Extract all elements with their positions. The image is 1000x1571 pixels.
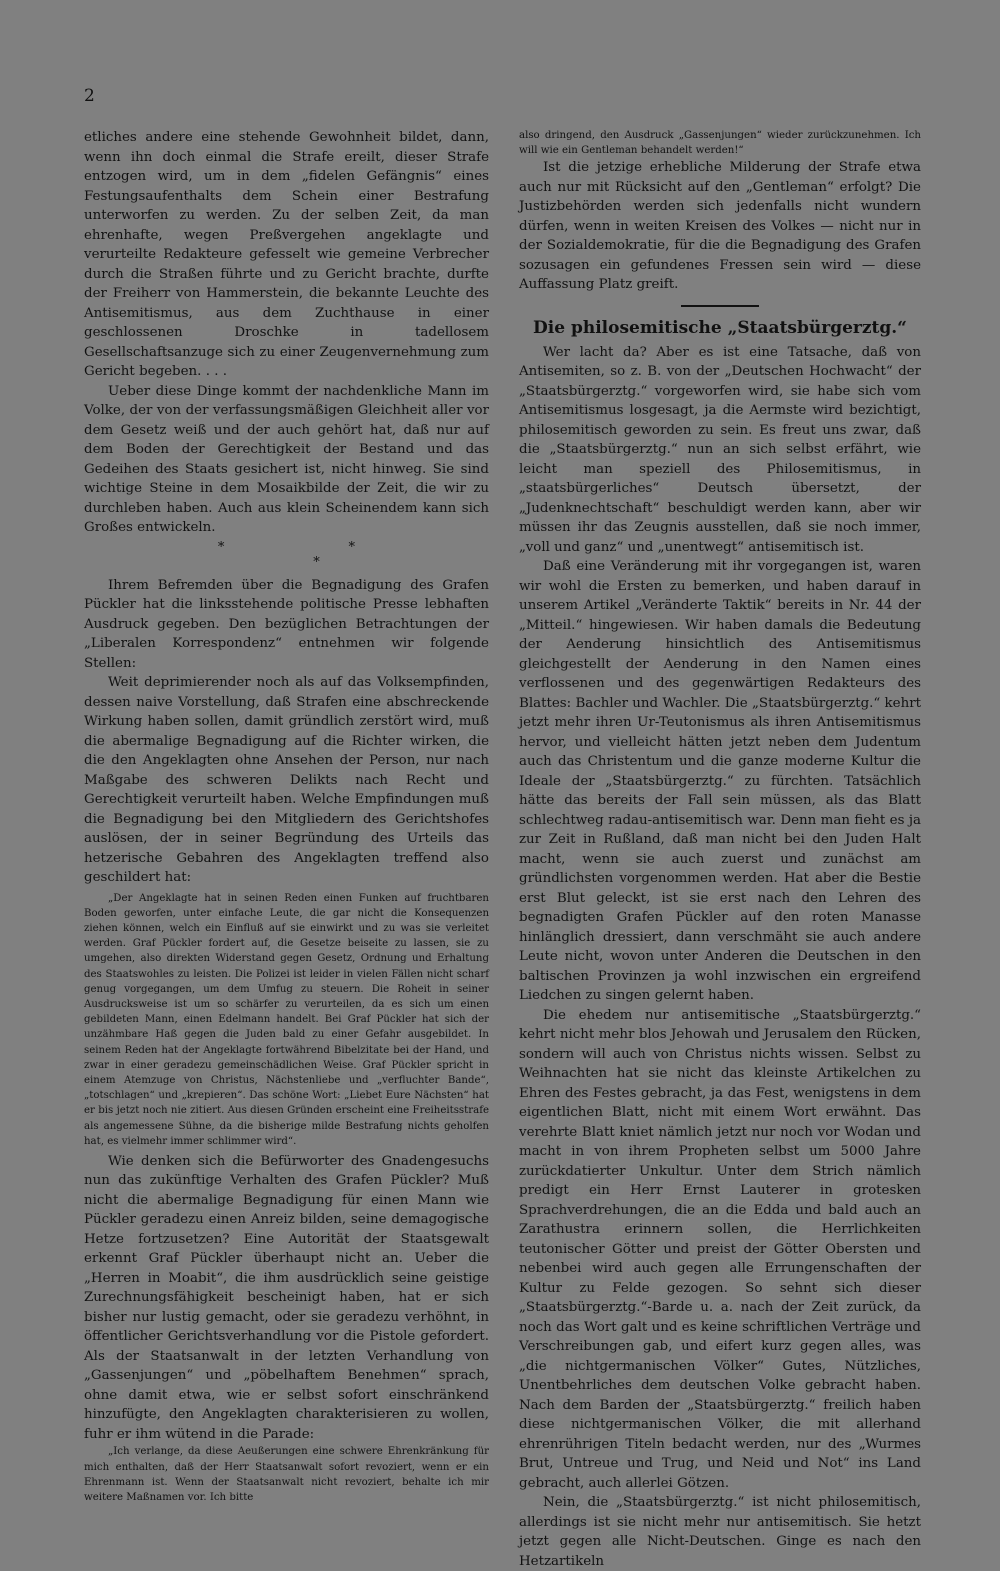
left-column: [84, 128, 489, 1504]
paragraph: Wer lacht da? Aber es ist eine Tatsache, daß von Antisemiten, so z. B. von der „Deutschen Hochwacht“ der „Staatsbürgerztg.“ vorgeworfen wird, sie habe sich vom Antisemitismus losgesagt, ja die Aermste wird bezichtigt, philosemitisch geworden zu sein. Es freut uns zwar, daß die „Staatsbürgerztg.“ nun an sich selbst erfährt, wie leicht man speziell des Philosemitismus, in „staatsbürgerliches“ Deutsch übersetzt, der „Judenknechtschaft“ beschuldigt werden kann, aber wir müssen ihr das Zeugnis ausstellen, daß sie noch immer, „voll und ganz“ und „unentwegt“ antisemitisch ist.: [519, 344, 921, 555]
paragraph: Ihrem Befremden über die Begnadigung des Grafen Pückler hat die linksstehende politische Presse lebhaften Ausdruck gegeben. Den bezüglichen Betrachtungen der „Liberalen Korrespondenz“ entnehmen wir folgende Stellen:: [84, 577, 489, 671]
article-heading: Die philosemitische „Staatsbürgerztg.“: [533, 317, 907, 338]
paragraph: Weit deprimierender noch als auf das Volksempfinden, dessen naive Vorstellung, daß Strafen eine abschreckende Wirkung haben sollen, damit gründlich zerstört wird, muß die abermalige Begnadigung auf die Richter wirken, die die den Angeklagten ohne Ansehen der Person, nur nach Maßgabe des schweren Delikts nach Recht und Gerechtigkeit verurteilt haben. Welche Empfindungen muß die Begnadigung bei den Mitgliedern des Gerichtshofes auslösen, der in seiner Begründung des Urteils das hetzerische Gebahren des Angeklagten treffend also geschildert hat:: [84, 675, 489, 885]
paragraph: etliches andere eine stehende Gewohnheit bildet, dann, wenn ihn doch einmal die Strafe ereilt, dieser Strafe entzogen wird, um in dem „fidelen Gefängnis“ eines Festungsaufenthalts dem Schein einer Bestrafung unterworfen zu werden. Zu der selben Zeit, da man ehrenhafte, wegen Preßvergehen angeklagte und verurteilte Redakteure gefesselt wie gemeine Verbrecher durch die Straßen führte und zu Gericht brachte, durfte der Freiherr von Hammerstein, die bekannte Leuchte des Antisemitismus, aus dem Zuchthause in einer geschlossenen Droschke in tadellosem Gesellschaftsanzuge sich zu einer Zeugenvernehmung zum Gericht begeben. . . .: [84, 130, 489, 379]
prosecutor-quote: „Ich verlange, da diese Aeußerungen eine schwere Ehrenkränkung für mich enthalten, daß der Herr Staatsanwalt sofort revoziert, wenn er ein Ehrenmann ist. Wenn der Staatsanwalt nicht revoziert, behalte ich mir weitere Maßnamen vor. Ich bitte: [84, 1446, 489, 1504]
right-column: [519, 128, 921, 1569]
paragraph: Nein, die „Staatsbürgerztg.“ ist nicht philosemitisch, allerdings ist sie nicht mehr nur antisemitisch. Sie hetzt jetzt gegen alle Nicht-Deutschen. Ginge es nach den Hetzartikeln: [519, 1495, 921, 1569]
stars-mid: *: [313, 554, 320, 570]
paragraph: Ist die jetzige erhebliche Milderung der Strafe etwa auch nur mit Rücksicht auf den „Gentleman“ erfolgt? Die Justizbehörden werden sich jedenfalls nicht wundern dürfen, wenn in weiten Kreisen des Volkes — nicht nur in der Sozialdemokratie, für die die Begnadigung des Grafen sozusagen ein gefundenes Fressen sein wird — diese Auffassung Platz greift.: [519, 160, 921, 293]
page-number: 2: [84, 86, 95, 106]
paragraph: Die ehedem nur antisemitische „Staatsbürgerztg.“ kehrt nicht mehr blos Jehowah und Jerusalem den Rücken, sondern will auch von Christus nichts wissen. Selbst zu Weihnachten hat sie nicht das kleinste Artikelchen zu Ehren des Festes gebracht, ja das Fest, wenigstens in dem eigentlichen Blatt, nicht mit einem Wort erwähnt. Das verehrte Blatt kniet nämlich jetzt nur noch vor Wodan und macht in von ihrem Propheten selbst um 5000 Jahre zurückdatierter Unkultur. Unter dem Strich nämlich predigt ein Herr Ernst Lauterer in grotesken Sprachverdrehungen, die an die Edda und bald auch an Zarathustra erinnern sollen, die Herrlichkeiten teutonischer Götter und preist der Götter Obersten und nebenbei wird auch gegen alle Errungenschaften der Kultur zu Felde gezogen. So sehnt sich dieser „Staatsbürgerztg.“-Barde u. a. nach der Zeit zurück, da noch das Wort galt und es keine schriftlichen Verträge und Verschreibungen gab, und eifert kurz gegen alles, was „die nichtgermanischen Völker“ Gutes, Nützliches, Unentbehrliches dem deutschen Volke gebracht haben. Nach dem Barden der „Staatsbürgerztg.“ freilich haben diese nichtgermanischen Völker, die mit allerhand ehrenrührigen Titeln bedacht werden, nur des „Wurmes Brut, Untreue und Trug, und Neid und Not“ ins Land gebracht, auch allerlei Götzen.: [519, 1007, 921, 1491]
paragraph: Daß eine Veränderung mit ihr vorgegangen ist, waren wir wohl die Ersten zu bemerken, und haben darauf in unserem Artikel „Veränderte Taktik“ bereits in Nr. 44 der „Mitteil.“ hingewiesen. Wir haben damals die Bedeutung der Aenderung hinsichtlich des Antisemitismus gleichgestellt der Aenderung in den Namen eines verflossenen und des gegenwärtigen Redakteurs des Blattes: Bachler und Wachler. Die „Staatsbürgerztg.“ kehrt jetzt mehr ihren Ur-Teutonismus als ihren Antisemitismus hervor, und vielleicht hätten jetzt neben dem Judentum auch das Christentum und die ganze moderne Kultur die Ideale der „Staatsbürgerztg.“ zu fürchten. Tatsächlich hätte das bereits der Fall sein müssen, als das Blatt schlechtweg radau-antisemitisch war. Denn man fieht es ja zur Zeit in Rußland, daß man nicht bei den Juden Halt macht, wenn sie auch zuerst und zunächst am gründlichsten vorgenommen werden. Hat aber die Bestie erst Blut geleckt, ist sie erst nach den Lehren des begnadigten Grafen Pückler auf den roten Manasse hinlänglich dressiert, dann verschmäht sie auch andere Leute nicht, wovon unter Anderen die Deutschen in den baltischen Provinzen ja wohl inzwischen ein ergreifend Liedchen zu singen gelernt haben.: [519, 559, 921, 1004]
quote-continuation: also dringend, den Ausdruck „Gassenjungen“ wieder zurückzunehmen. Ich will wie ein Gentleman behandelt werden!“: [519, 130, 921, 157]
stars-top: * *: [217, 539, 416, 555]
court-quote: „Der Angeklagte hat in seinen Reden einen Funken auf fruchtbaren Boden geworfen, unter einfache Leute, die gar nicht die Konsequenzen ziehen können, welch ein Einfluß auf sie einwirkt und zu was sie verleitet werden. Graf Pückler fordert auf, die Gesetze beiseite zu lassen, sie zu umgehen, also direkten Widerstand gegen Gesetz, Ordnung und Erhaltung des Staatswohles zu leisten. Die Polizei ist leider in vielen Fällen nicht scharf genug vorgegangen, um dem Umfug zu steuern. Die Roheit in seiner Ausdrucksweise ist um so schärfer zu verurteilen, da es sich um einen gebildeten Mann, einen Edelmann handelt. Bei Graf Pückler hat sich der unzähmbare Haß gegen die Juden bald zu einer Gefahr ausgebildet. In seinem Reden hat der Angeklagte fortwährend Bibelzitate bei der Hand, und zwar in einer geradezu gemeinschädlichen Weise. Graf Pückler spricht in einem Atemzuge von Christus, Nächstenliebe und „verfluchter Bande“, „totschlagen“ und „krepieren“. Das schöne Wort: „Liebet Eure Nächsten“ hat er bis jetzt noch nie zitiert. Aus diesen Gründen erscheint eine Freiheitsstrafe als angemessene Sühne, da die bisherige milde Bestrafung nichts geholfen hat, es vielmehr immer schlimmer wird“.: [84, 892, 489, 1147]
paragraph: Wie denken sich die Befürworter des Gnadengesuchs nun das zukünftige Verhalten des Grafen Pückler? Muß nicht die abermalige Begnadigung für einen Mann wie Pückler geradezu einen Anreiz bilden, seine demagogische Hetze fortzusetzen? Eine Autorität der Staatsgewalt erkennt Graf Pückler überhaupt nicht an. Ueber die „Herren in Moabit“, die ihm ausdrücklich seine geistige Zurechnungsfähigkeit bescheinigt haben, hat er sich bisher nur lustig gemacht, oder sie geradezu verhöhnt, in öffentlicher Gerichtsverhandlung vor die Pistole gefordert. Als der Staatsanwalt in der letzten Verhandlung von „Gassenjungen“ und „pöbelhaftem Benehmen“ sprach, ohne damit etwa, wie er selbst sofort einschränkend hinzufügte, den Angeklagten charakterisieren zu wollen, fuhr er ihm wütend in die Parade:: [84, 1153, 489, 1442]
paragraph: Ueber diese Dinge kommt der nachdenkliche Mann im Volke, der von der verfassungsmäßigen Gleichheit aller vor dem Gesetz weiß und der auch gehört hat, daß nur auf dem Boden der Gerechtigkeit der Bestand und das Gedeihen des Staats gesichert ist, nicht hinweg. Sie sind wichtige Steine in dem Mosaikbilde der Zeit, die wir zu durchleben haben. Auch aus klein Scheinendem kann sich Großes entwickeln.: [84, 383, 489, 535]
article-separator: [681, 305, 759, 307]
section-divider-stars: [84, 540, 489, 570]
